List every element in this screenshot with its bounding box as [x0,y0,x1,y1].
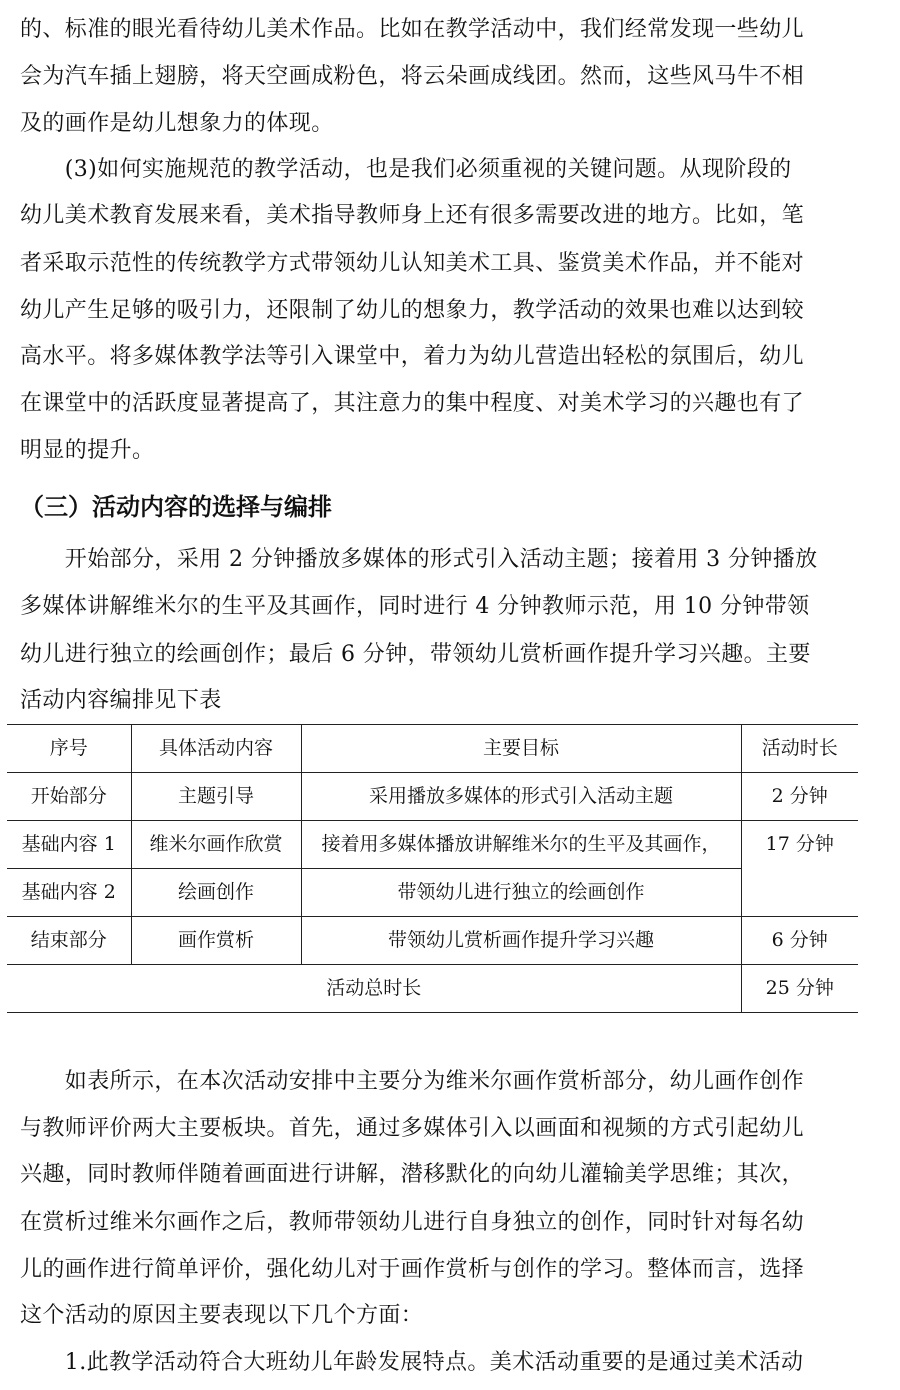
total-duration: 25 分钟 [741,965,858,1013]
cell-index: 基础内容 1 [7,821,131,869]
cell-index: 结束部分 [7,917,131,965]
table-row [7,821,858,869]
cell-duration: 2 分钟 [741,773,858,821]
paragraph-line: 开始部分，采用 2 分钟播放多媒体的形式引入活动主题；接着用 3 分钟播放 [20,547,818,572]
cell-content: 画作赏析 [131,917,301,965]
cell-goal: 采用播放多媒体的形式引入活动主题 [301,773,741,821]
table-row [7,917,858,965]
paragraph-line: 如表所示，在本次活动安排中主要分为维米尔画作赏析部分，幼儿画作创作 [20,1069,805,1094]
table-header-row [7,725,858,773]
cell-index: 基础内容 2 [7,869,131,917]
paragraph-line: 活动内容编排见下表 [20,688,222,713]
paragraph-line: 儿的画作进行简单评价，强化幼儿对于画作赏析与创作的学习。整体而言，选择 [20,1257,805,1282]
paragraph-line: 兴趣，同时教师伴随着画面进行讲解，潜移默化的向幼儿灌输美学思维；其次， [20,1162,805,1187]
header-content: 具体活动内容 [131,725,301,773]
cell-duration: 17 分钟 [741,821,858,917]
paragraph-line: 在赏析过维米尔画作之后，教师带领幼儿进行自身独立的创作，同时针对每名幼 [20,1210,805,1235]
paragraph-line: 幼儿产生足够的吸引力，还限制了幼儿的想象力，教学活动的效果也难以达到较 [20,298,805,323]
paragraph-line: 的、标准的眼光看待幼儿美术作品。比如在教学活动中，我们经常发现一些幼儿 [20,17,805,42]
paragraph-line: 明显的提升。 [20,438,155,463]
cell-duration: 6 分钟 [741,917,858,965]
paragraph-line: 在课堂中的活跃度显著提高了，其注意力的集中程度、对美术学习的兴趣也有了 [20,391,805,416]
cell-goal: 带领幼儿赏析画作提升学习兴趣 [301,917,741,965]
header-index: 序号 [7,725,131,773]
paragraph-line: (3)如何实施规范的教学活动，也是我们必须重视的关键问题。从现阶段的 [20,157,792,182]
paragraph-line: 及的画作是幼儿想象力的体现。 [20,111,334,136]
table-row [7,773,858,821]
paragraph-line: 多媒体讲解维米尔的生平及其画作，同时进行 4 分钟教师示范，用 10 分钟带领 [20,594,810,619]
paragraph-line: 者采取示范性的传统教学方式带领幼儿认知美术工具、鉴赏美术作品，并不能对 [20,251,805,276]
cell-goal: 带领幼儿进行独立的绘画创作 [301,869,741,917]
paragraph-line: 与教师评价两大主要板块。首先，通过多媒体引入以画面和视频的方式引起幼儿 [20,1116,805,1141]
cell-content: 维米尔画作欣赏 [131,821,301,869]
cell-content: 主题引导 [131,773,301,821]
section-heading: （三）活动内容的选择与编排 [20,493,332,521]
paragraph-line: 高水平。将多媒体教学法等引入课堂中，着力为幼儿营造出轻松的氛围后，幼儿 [20,344,805,369]
paragraph-line: 这个活动的原因主要表现以下几个方面： [20,1303,424,1328]
cell-index: 开始部分 [7,773,131,821]
total-label: 活动总时长 [7,965,741,1013]
paragraph-line: 幼儿美术教育发展来看，美术指导教师身上还有很多需要改进的地方。比如，笔 [20,203,805,228]
paragraph-line: 幼儿进行独立的绘画创作；最后 6 分钟，带领幼儿赏析画作提升学习兴趣。主要 [20,642,811,667]
activity-schedule-table [7,724,858,1013]
paragraph-line: 1.此教学活动符合大班幼儿年龄发展特点。美术活动重要的是通过美术活动 [20,1350,804,1375]
table-row [7,869,858,917]
cell-content: 绘画创作 [131,869,301,917]
header-goal: 主要目标 [301,725,741,773]
header-duration: 活动时长 [741,725,858,773]
table-total-row [7,965,858,1013]
cell-goal: 接着用多媒体播放讲解维米尔的生平及其画作， [301,821,741,869]
paragraph-line: 会为汽车插上翅膀，将天空画成粉色，将云朵画成线团。然而，这些风马牛不相 [20,64,805,89]
